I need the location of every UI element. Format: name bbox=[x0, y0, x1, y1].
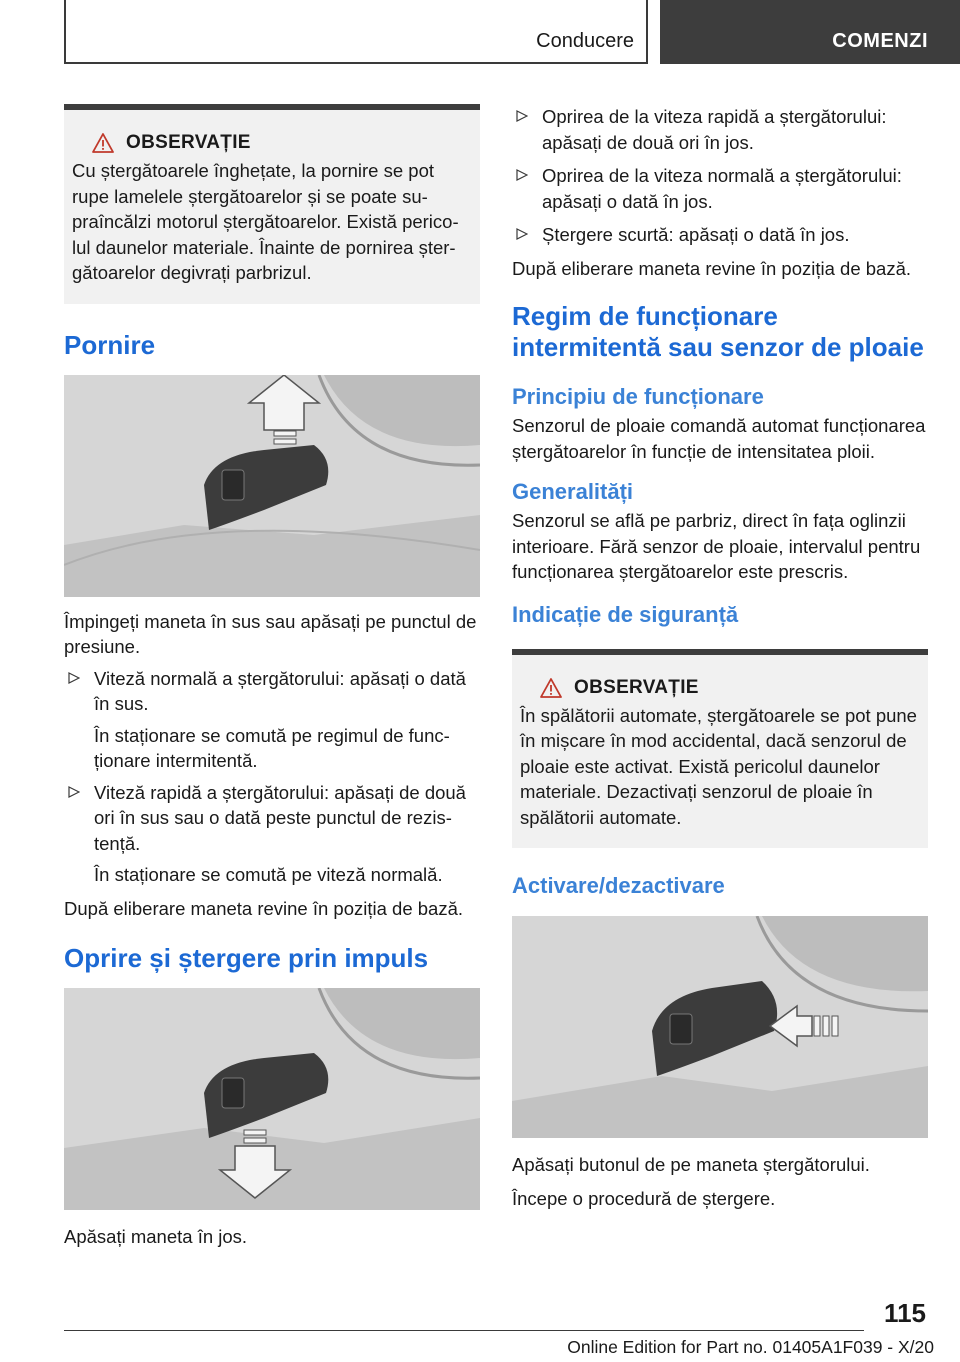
note-title: OBSERVAȚIE bbox=[126, 132, 251, 153]
header-section-label: Conducere bbox=[536, 30, 634, 52]
bullet-stop-normal bbox=[512, 163, 928, 214]
heading-safety: Indicație de siguranță bbox=[512, 601, 739, 627]
bullet-subtext: În staționare se comută pe viteză normală. bbox=[94, 864, 443, 885]
rain-sensor-button-illustration bbox=[512, 916, 928, 1138]
heading-toggle: Activare/dezactivare bbox=[512, 873, 725, 898]
heading-general: Generalități bbox=[512, 479, 634, 504]
heading-intermittent-rain-sensor: Regim de funcționare intermitentă sau senzor de ploaie bbox=[512, 301, 924, 362]
bullet-text: Oprirea de la viteza rapidă a ștergătorului: apăsați de două ori în jos. bbox=[542, 106, 887, 153]
bullet-subtext: În staționare se comută pe regimul de funcționare intermitentă. bbox=[94, 724, 450, 771]
left-column bbox=[64, 104, 480, 1250]
stop-caption: Apăsați maneta în jos. bbox=[64, 1226, 248, 1247]
bullet-normal-speed bbox=[64, 666, 480, 774]
warning-triangle-icon bbox=[92, 133, 114, 153]
note-box-frozen-wipers bbox=[64, 104, 480, 304]
toggle-text-1: Apăsați butonul de pe maneta ștergătorului. bbox=[512, 1154, 870, 1175]
general-text: Senzorul se află pe parbriz, direct în fața oglinzii interioare. Fără senzor de ploaie, intervalul pentru funcționarea ștergătoarelor este prescris. bbox=[512, 510, 921, 582]
stop-bullets bbox=[512, 104, 928, 248]
heading-principle: Principiu de funcționare bbox=[512, 384, 764, 409]
bullet-triangle-icon bbox=[516, 169, 528, 181]
bullet-text: Oprirea de la viteza normală a ștergătorului: apăsați o dată în jos. bbox=[542, 165, 902, 212]
bullet-text: Ștergere scurtă: apăsați o dată în jos. bbox=[542, 224, 850, 245]
note-text: În spălătorii automate, ștergătoarele se pot pune în mișcare în mod accidental, dacă senzorul de ploaie este activat. Există pericolul daunelor materiale. Dezactivați senzorul de ploaie în spălătorii automate. bbox=[520, 704, 917, 828]
header-chapter-label: COMENZI bbox=[832, 30, 928, 52]
note-header bbox=[92, 132, 470, 154]
photo-rain-sensor-button bbox=[512, 916, 928, 1138]
footer-divider bbox=[64, 1330, 864, 1331]
note-header bbox=[540, 677, 918, 699]
page-number: 115 bbox=[884, 1298, 926, 1328]
heading-start: Pornire bbox=[64, 329, 156, 360]
bullet-triangle-icon bbox=[516, 228, 528, 240]
principle-text: Senzorul de ploaie comandă automat funcționarea ștergătoarelor în funcție de intensitatea ploii. bbox=[512, 415, 926, 462]
lever-push-up-illustration bbox=[64, 375, 480, 597]
bullet-text: Viteză rapidă a ștergătorului: apăsați de două ori în sus sau o dată peste punctul de rezistență. bbox=[94, 781, 466, 854]
bullet-triangle-icon bbox=[516, 110, 528, 122]
heading-stop: Oprire și ștergere prin impuls bbox=[64, 943, 429, 973]
bullet-fast-speed bbox=[64, 780, 480, 888]
start-text: Împingeți maneta în sus sau apăsați pe punctul de presiune. bbox=[64, 610, 477, 657]
edition-text: Online Edition for Part no. 01405A1F039 - X/20 bbox=[567, 1337, 934, 1357]
start-bullets bbox=[64, 666, 480, 888]
bullet-triangle-icon bbox=[68, 672, 80, 684]
warning-triangle-icon bbox=[540, 678, 562, 698]
header-chapter-tab bbox=[660, 0, 960, 64]
release-text-right: După eliberare maneta revine în poziția de bază. bbox=[512, 257, 912, 279]
photo-lever-up bbox=[64, 375, 480, 597]
bullet-triangle-icon bbox=[68, 786, 80, 798]
bullet-stop-fast bbox=[512, 104, 928, 155]
header-section-tab bbox=[64, 0, 648, 64]
note-title: OBSERVAȚIE bbox=[574, 676, 699, 698]
release-text: După eliberare maneta revine în poziția de bază. bbox=[64, 897, 464, 919]
bullet-text: Viteză normală a ștergătorului: apăsați o dată în sus. bbox=[94, 667, 466, 714]
note-text: Cu ștergătoarele înghețate, la pornire se pot rupe lamelele ștergătoarelor și se poate supraîncălzi motorul ștergătoarelor. Există pericolul daunelor materiale. Înainte de pornirea ștergătoarelor degivrați parbrizul. bbox=[72, 160, 459, 283]
bullet-short-wipe bbox=[512, 222, 928, 248]
photo-lever-down bbox=[64, 988, 480, 1210]
toggle-text-2: Începe o procedură de ștergere. bbox=[512, 1187, 776, 1209]
lever-push-down-illustration bbox=[64, 988, 480, 1210]
right-column bbox=[512, 104, 928, 1211]
note-box-car-wash bbox=[512, 649, 928, 849]
